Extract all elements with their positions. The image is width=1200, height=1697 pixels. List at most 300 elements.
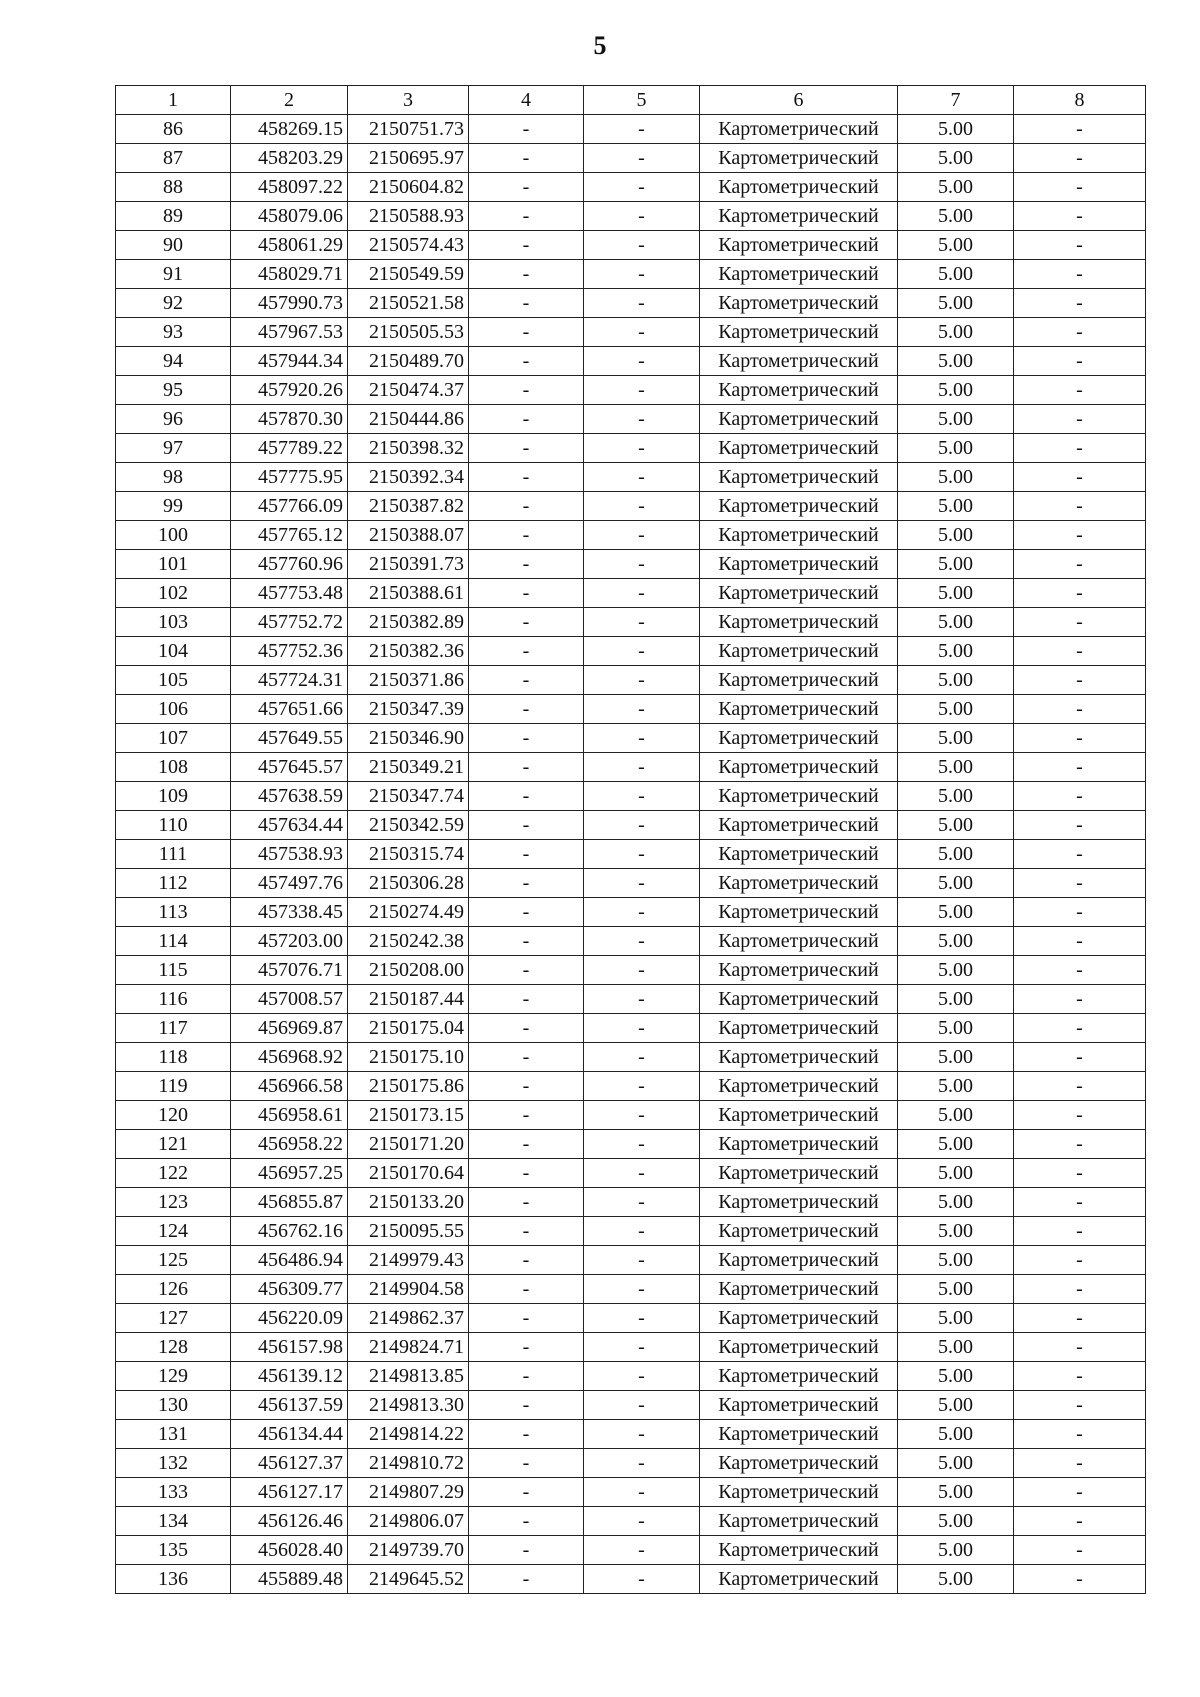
accuracy-cell: 5.00: [898, 782, 1014, 811]
x-coordinate-cell: 457338.45: [231, 898, 348, 927]
accuracy-cell: 5.00: [898, 1275, 1014, 1304]
y-coordinate-cell: 2150549.59: [348, 260, 469, 289]
point-number-cell: 123: [116, 1188, 231, 1217]
column-8-cell: -: [1014, 579, 1146, 608]
y-coordinate-cell: 2149813.30: [348, 1391, 469, 1420]
accuracy-cell: 5.00: [898, 144, 1014, 173]
column-header-1: 1: [116, 86, 231, 115]
column-4-cell: -: [469, 144, 584, 173]
point-number-cell: 90: [116, 231, 231, 260]
table-row: [116, 840, 1146, 869]
accuracy-cell: 5.00: [898, 405, 1014, 434]
y-coordinate-cell: 2149739.70: [348, 1536, 469, 1565]
point-number-cell: 119: [116, 1072, 231, 1101]
table-row: [116, 231, 1146, 260]
column-8-cell: -: [1014, 1159, 1146, 1188]
column-8-cell: -: [1014, 260, 1146, 289]
column-8-cell: -: [1014, 956, 1146, 985]
x-coordinate-cell: 456220.09: [231, 1304, 348, 1333]
table-row: [116, 724, 1146, 753]
table-row: [116, 115, 1146, 144]
table-row: [116, 173, 1146, 202]
point-number-cell: 134: [116, 1507, 231, 1536]
point-number-cell: 88: [116, 173, 231, 202]
accuracy-cell: 5.00: [898, 811, 1014, 840]
coordinates-table: [115, 85, 1146, 1594]
point-number-cell: 120: [116, 1101, 231, 1130]
column-5-cell: -: [584, 115, 700, 144]
table-row: [116, 1536, 1146, 1565]
column-8-cell: -: [1014, 550, 1146, 579]
coordinates-table-container: [115, 85, 1145, 1594]
column-4-cell: -: [469, 1391, 584, 1420]
point-number-cell: 95: [116, 376, 231, 405]
method-cell: Картометрический: [700, 1478, 898, 1507]
table-row: [116, 1159, 1146, 1188]
column-8-cell: -: [1014, 840, 1146, 869]
column-8-cell: -: [1014, 1043, 1146, 1072]
table-row: [116, 608, 1146, 637]
point-number-cell: 93: [116, 318, 231, 347]
table-row: [116, 1449, 1146, 1478]
point-number-cell: 111: [116, 840, 231, 869]
y-coordinate-cell: 2150695.97: [348, 144, 469, 173]
table-row: [116, 434, 1146, 463]
column-8-cell: -: [1014, 1449, 1146, 1478]
accuracy-cell: 5.00: [898, 1362, 1014, 1391]
method-cell: Картометрический: [700, 1217, 898, 1246]
x-coordinate-cell: 457990.73: [231, 289, 348, 318]
column-4-cell: -: [469, 1014, 584, 1043]
method-cell: Картометрический: [700, 985, 898, 1014]
y-coordinate-cell: 2150382.89: [348, 608, 469, 637]
accuracy-cell: 5.00: [898, 898, 1014, 927]
column-8-cell: -: [1014, 376, 1146, 405]
column-header-4: 4: [469, 86, 584, 115]
x-coordinate-cell: 457649.55: [231, 724, 348, 753]
table-row: [116, 1217, 1146, 1246]
column-4-cell: -: [469, 782, 584, 811]
column-4-cell: -: [469, 115, 584, 144]
y-coordinate-cell: 2149645.52: [348, 1565, 469, 1594]
column-4-cell: -: [469, 753, 584, 782]
table-row: [116, 753, 1146, 782]
column-5-cell: -: [584, 202, 700, 231]
table-body: [116, 115, 1146, 1594]
table-row: [116, 289, 1146, 318]
table-row: [116, 985, 1146, 1014]
column-5-cell: -: [584, 840, 700, 869]
column-4-cell: -: [469, 666, 584, 695]
x-coordinate-cell: 456958.61: [231, 1101, 348, 1130]
column-8-cell: -: [1014, 1072, 1146, 1101]
table-row: [116, 1188, 1146, 1217]
table-row: [116, 492, 1146, 521]
table-row: [116, 260, 1146, 289]
y-coordinate-cell: 2150170.64: [348, 1159, 469, 1188]
column-5-cell: -: [584, 289, 700, 318]
column-4-cell: -: [469, 1420, 584, 1449]
point-number-cell: 133: [116, 1478, 231, 1507]
method-cell: Картометрический: [700, 231, 898, 260]
column-4-cell: -: [469, 1159, 584, 1188]
y-coordinate-cell: 2150382.36: [348, 637, 469, 666]
accuracy-cell: 5.00: [898, 985, 1014, 1014]
column-header-7: 7: [898, 86, 1014, 115]
y-coordinate-cell: 2150187.44: [348, 985, 469, 1014]
column-4-cell: -: [469, 405, 584, 434]
x-coordinate-cell: 457775.95: [231, 463, 348, 492]
x-coordinate-cell: 456139.12: [231, 1362, 348, 1391]
y-coordinate-cell: 2149862.37: [348, 1304, 469, 1333]
y-coordinate-cell: 2150392.34: [348, 463, 469, 492]
y-coordinate-cell: 2150751.73: [348, 115, 469, 144]
table-row: [116, 666, 1146, 695]
column-8-cell: -: [1014, 1391, 1146, 1420]
column-5-cell: -: [584, 1333, 700, 1362]
point-number-cell: 99: [116, 492, 231, 521]
point-number-cell: 94: [116, 347, 231, 376]
accuracy-cell: 5.00: [898, 927, 1014, 956]
column-8-cell: -: [1014, 434, 1146, 463]
x-coordinate-cell: 457944.34: [231, 347, 348, 376]
table-row: [116, 1246, 1146, 1275]
method-cell: Картометрический: [700, 1246, 898, 1275]
column-8-cell: -: [1014, 318, 1146, 347]
column-header-3: 3: [348, 86, 469, 115]
point-number-cell: 96: [116, 405, 231, 434]
method-cell: Картометрический: [700, 376, 898, 405]
table-row: [116, 1333, 1146, 1362]
column-8-cell: -: [1014, 1333, 1146, 1362]
x-coordinate-cell: 456309.77: [231, 1275, 348, 1304]
column-5-cell: -: [584, 724, 700, 753]
x-coordinate-cell: 457760.96: [231, 550, 348, 579]
column-4-cell: -: [469, 724, 584, 753]
column-4-cell: -: [469, 1478, 584, 1507]
column-8-cell: -: [1014, 1304, 1146, 1333]
table-row: [116, 1014, 1146, 1043]
x-coordinate-cell: 455889.48: [231, 1565, 348, 1594]
x-coordinate-cell: 456966.58: [231, 1072, 348, 1101]
table-row: [116, 782, 1146, 811]
table-row: [116, 579, 1146, 608]
column-8-cell: -: [1014, 202, 1146, 231]
column-8-cell: -: [1014, 608, 1146, 637]
y-coordinate-cell: 2150521.58: [348, 289, 469, 318]
method-cell: Картометрический: [700, 869, 898, 898]
method-cell: Картометрический: [700, 666, 898, 695]
table-row: [116, 318, 1146, 347]
accuracy-cell: 5.00: [898, 579, 1014, 608]
accuracy-cell: 5.00: [898, 1420, 1014, 1449]
y-coordinate-cell: 2150175.86: [348, 1072, 469, 1101]
column-4-cell: -: [469, 376, 584, 405]
x-coordinate-cell: 456969.87: [231, 1014, 348, 1043]
column-5-cell: -: [584, 521, 700, 550]
accuracy-cell: 5.00: [898, 289, 1014, 318]
accuracy-cell: 5.00: [898, 115, 1014, 144]
method-cell: Картометрический: [700, 1072, 898, 1101]
method-cell: Картометрический: [700, 202, 898, 231]
column-4-cell: -: [469, 434, 584, 463]
column-8-cell: -: [1014, 144, 1146, 173]
table-row: [116, 1362, 1146, 1391]
y-coordinate-cell: 2150489.70: [348, 347, 469, 376]
x-coordinate-cell: 457870.30: [231, 405, 348, 434]
x-coordinate-cell: 456958.22: [231, 1130, 348, 1159]
column-5-cell: -: [584, 1246, 700, 1275]
x-coordinate-cell: 456855.87: [231, 1188, 348, 1217]
table-row: [116, 376, 1146, 405]
x-coordinate-cell: 457766.09: [231, 492, 348, 521]
method-cell: Картометрический: [700, 463, 898, 492]
column-8-cell: -: [1014, 898, 1146, 927]
column-5-cell: -: [584, 811, 700, 840]
column-4-cell: -: [469, 521, 584, 550]
accuracy-cell: 5.00: [898, 1304, 1014, 1333]
x-coordinate-cell: 457753.48: [231, 579, 348, 608]
column-5-cell: -: [584, 405, 700, 434]
x-coordinate-cell: 456486.94: [231, 1246, 348, 1275]
x-coordinate-cell: 456957.25: [231, 1159, 348, 1188]
accuracy-cell: 5.00: [898, 1014, 1014, 1043]
column-5-cell: -: [584, 463, 700, 492]
x-coordinate-cell: 458061.29: [231, 231, 348, 260]
accuracy-cell: 5.00: [898, 463, 1014, 492]
point-number-cell: 115: [116, 956, 231, 985]
column-4-cell: -: [469, 637, 584, 666]
table-row: [116, 927, 1146, 956]
method-cell: Картометрический: [700, 318, 898, 347]
accuracy-cell: 5.00: [898, 1246, 1014, 1275]
column-5-cell: -: [584, 492, 700, 521]
method-cell: Картометрический: [700, 956, 898, 985]
table-row: [116, 1304, 1146, 1333]
method-cell: Картометрический: [700, 144, 898, 173]
point-number-cell: 106: [116, 695, 231, 724]
column-5-cell: -: [584, 1565, 700, 1594]
method-cell: Картометрический: [700, 1159, 898, 1188]
accuracy-cell: 5.00: [898, 956, 1014, 985]
x-coordinate-cell: 456127.17: [231, 1478, 348, 1507]
x-coordinate-cell: 458203.29: [231, 144, 348, 173]
y-coordinate-cell: 2150173.15: [348, 1101, 469, 1130]
table-row: [116, 1565, 1146, 1594]
column-4-cell: -: [469, 579, 584, 608]
accuracy-cell: 5.00: [898, 1101, 1014, 1130]
point-number-cell: 136: [116, 1565, 231, 1594]
column-4-cell: -: [469, 492, 584, 521]
column-5-cell: -: [584, 753, 700, 782]
method-cell: Картометрический: [700, 492, 898, 521]
table-row: [116, 869, 1146, 898]
column-8-cell: -: [1014, 1217, 1146, 1246]
accuracy-cell: 5.00: [898, 521, 1014, 550]
column-header-5: 5: [584, 86, 700, 115]
column-5-cell: -: [584, 1217, 700, 1246]
y-coordinate-cell: 2149979.43: [348, 1246, 469, 1275]
column-8-cell: -: [1014, 173, 1146, 202]
table-row: [116, 347, 1146, 376]
column-8-cell: -: [1014, 347, 1146, 376]
column-4-cell: -: [469, 463, 584, 492]
table-row: [116, 550, 1146, 579]
point-number-cell: 125: [116, 1246, 231, 1275]
column-5-cell: -: [584, 869, 700, 898]
method-cell: Картометрический: [700, 1333, 898, 1362]
y-coordinate-cell: 2150371.86: [348, 666, 469, 695]
column-8-cell: -: [1014, 782, 1146, 811]
x-coordinate-cell: 458269.15: [231, 115, 348, 144]
table-row: [116, 405, 1146, 434]
accuracy-cell: 5.00: [898, 1333, 1014, 1362]
point-number-cell: 118: [116, 1043, 231, 1072]
column-4-cell: -: [469, 1043, 584, 1072]
y-coordinate-cell: 2150604.82: [348, 173, 469, 202]
method-cell: Картометрический: [700, 1565, 898, 1594]
column-5-cell: -: [584, 666, 700, 695]
column-4-cell: -: [469, 1304, 584, 1333]
method-cell: Картометрический: [700, 1130, 898, 1159]
x-coordinate-cell: 458029.71: [231, 260, 348, 289]
column-5-cell: -: [584, 260, 700, 289]
accuracy-cell: 5.00: [898, 1072, 1014, 1101]
column-4-cell: -: [469, 1217, 584, 1246]
method-cell: Картометрический: [700, 347, 898, 376]
column-8-cell: -: [1014, 811, 1146, 840]
accuracy-cell: 5.00: [898, 840, 1014, 869]
x-coordinate-cell: 456968.92: [231, 1043, 348, 1072]
column-8-cell: -: [1014, 637, 1146, 666]
column-5-cell: -: [584, 927, 700, 956]
table-row: [116, 898, 1146, 927]
y-coordinate-cell: 2150208.00: [348, 956, 469, 985]
method-cell: Картометрический: [700, 1420, 898, 1449]
point-number-cell: 113: [116, 898, 231, 927]
column-4-cell: -: [469, 1449, 584, 1478]
x-coordinate-cell: 456126.46: [231, 1507, 348, 1536]
column-4-cell: -: [469, 1507, 584, 1536]
accuracy-cell: 5.00: [898, 724, 1014, 753]
point-number-cell: 124: [116, 1217, 231, 1246]
method-cell: Картометрический: [700, 260, 898, 289]
column-4-cell: -: [469, 1246, 584, 1275]
point-number-cell: 98: [116, 463, 231, 492]
column-5-cell: -: [584, 1304, 700, 1333]
column-5-cell: -: [584, 1159, 700, 1188]
column-4-cell: -: [469, 1130, 584, 1159]
accuracy-cell: 5.00: [898, 695, 1014, 724]
point-number-cell: 117: [116, 1014, 231, 1043]
table-row: [116, 637, 1146, 666]
method-cell: Картометрический: [700, 1362, 898, 1391]
y-coordinate-cell: 2150347.74: [348, 782, 469, 811]
page-number: 5: [593, 31, 607, 60]
column-4-cell: -: [469, 1536, 584, 1565]
x-coordinate-cell: 457724.31: [231, 666, 348, 695]
x-coordinate-cell: 457076.71: [231, 956, 348, 985]
y-coordinate-cell: 2150315.74: [348, 840, 469, 869]
column-8-cell: -: [1014, 1362, 1146, 1391]
accuracy-cell: 5.00: [898, 608, 1014, 637]
column-8-cell: -: [1014, 521, 1146, 550]
y-coordinate-cell: 2150398.32: [348, 434, 469, 463]
method-cell: Картометрический: [700, 550, 898, 579]
accuracy-cell: 5.00: [898, 1507, 1014, 1536]
column-8-cell: -: [1014, 289, 1146, 318]
column-header-6: 6: [700, 86, 898, 115]
method-cell: Картометрический: [700, 1043, 898, 1072]
column-5-cell: -: [584, 434, 700, 463]
column-8-cell: -: [1014, 869, 1146, 898]
accuracy-cell: 5.00: [898, 550, 1014, 579]
column-4-cell: -: [469, 1362, 584, 1391]
column-8-cell: -: [1014, 1130, 1146, 1159]
table-row: [116, 1072, 1146, 1101]
point-number-cell: 91: [116, 260, 231, 289]
method-cell: Картометрический: [700, 782, 898, 811]
point-number-cell: 103: [116, 608, 231, 637]
column-8-cell: -: [1014, 115, 1146, 144]
x-coordinate-cell: 456762.16: [231, 1217, 348, 1246]
column-8-cell: -: [1014, 927, 1146, 956]
column-4-cell: -: [469, 1188, 584, 1217]
column-4-cell: -: [469, 1275, 584, 1304]
column-8-cell: -: [1014, 1507, 1146, 1536]
column-4-cell: -: [469, 1565, 584, 1594]
column-5-cell: -: [584, 898, 700, 927]
column-5-cell: -: [584, 376, 700, 405]
column-5-cell: -: [584, 1362, 700, 1391]
column-header-8: 8: [1014, 86, 1146, 115]
method-cell: Картометрический: [700, 1101, 898, 1130]
table-row: [116, 1478, 1146, 1507]
accuracy-cell: 5.00: [898, 173, 1014, 202]
column-4-cell: -: [469, 1333, 584, 1362]
column-8-cell: -: [1014, 1478, 1146, 1507]
x-coordinate-cell: 457497.76: [231, 869, 348, 898]
table-row: [116, 202, 1146, 231]
accuracy-cell: 5.00: [898, 869, 1014, 898]
method-cell: Картометрический: [700, 289, 898, 318]
accuracy-cell: 5.00: [898, 347, 1014, 376]
y-coordinate-cell: 2149904.58: [348, 1275, 469, 1304]
column-4-cell: -: [469, 985, 584, 1014]
column-5-cell: -: [584, 1507, 700, 1536]
method-cell: Картометрический: [700, 115, 898, 144]
column-5-cell: -: [584, 1072, 700, 1101]
column-8-cell: -: [1014, 463, 1146, 492]
point-number-cell: 87: [116, 144, 231, 173]
method-cell: Картометрический: [700, 753, 898, 782]
column-4-cell: -: [469, 1072, 584, 1101]
point-number-cell: 135: [116, 1536, 231, 1565]
table-row: [116, 1275, 1146, 1304]
point-number-cell: 121: [116, 1130, 231, 1159]
x-coordinate-cell: 457967.53: [231, 318, 348, 347]
y-coordinate-cell: 2150306.28: [348, 869, 469, 898]
column-5-cell: -: [584, 550, 700, 579]
point-number-cell: 126: [116, 1275, 231, 1304]
method-cell: Картометрический: [700, 724, 898, 753]
x-coordinate-cell: 457651.66: [231, 695, 348, 724]
method-cell: Картометрический: [700, 1507, 898, 1536]
x-coordinate-cell: 456028.40: [231, 1536, 348, 1565]
accuracy-cell: 5.00: [898, 1536, 1014, 1565]
column-4-cell: -: [469, 840, 584, 869]
table-row: [116, 463, 1146, 492]
